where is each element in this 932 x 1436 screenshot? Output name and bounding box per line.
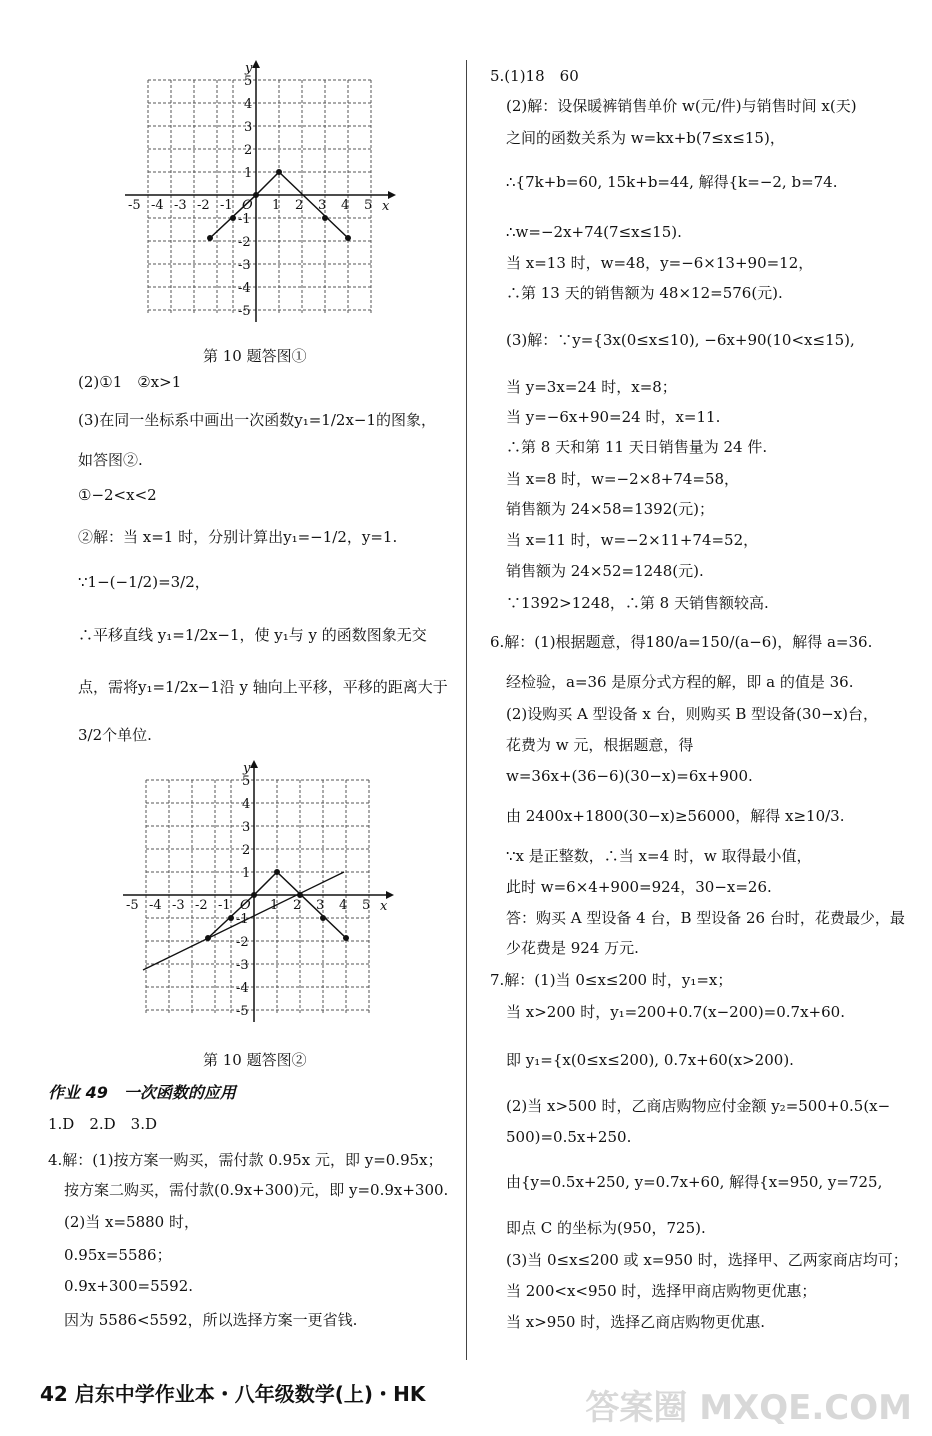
y-tick: 4 bbox=[244, 97, 253, 112]
text-line: 当 x>950 时，选择乙商店购物更优惠. bbox=[506, 1313, 765, 1331]
x-tick: 4 bbox=[339, 898, 348, 913]
page-footer: 42 启东中学作业本・八年级数学(上)・HK bbox=[40, 1382, 426, 1406]
point bbox=[228, 915, 234, 921]
axis-label-x: x bbox=[382, 199, 390, 214]
axis-label-x: x bbox=[380, 899, 388, 914]
point bbox=[320, 915, 326, 921]
text-line: 此时 w=6×4+900=924，30−x=26. bbox=[506, 878, 772, 896]
text-line: 答：购买 A 型设备 4 台，B 型设备 26 台时，花费最少，最 bbox=[506, 909, 905, 927]
text-line: ∴w=−2x+74(7≤x≤15). bbox=[506, 223, 682, 241]
text-line: 1.D 2.D 3.D bbox=[48, 1115, 158, 1133]
text-line: 花费为 w 元，根据题意，得 bbox=[506, 736, 694, 754]
x-tick: 4 bbox=[341, 198, 350, 213]
text-line: ∴第 8 天和第 11 天日销售量为 24 件. bbox=[506, 438, 768, 456]
x-axis-arrow-icon bbox=[388, 191, 396, 199]
origin-label: O bbox=[242, 198, 253, 213]
y-tick: -4 bbox=[236, 981, 249, 996]
section-title: 作业 49 一次函数的应用 bbox=[48, 1083, 236, 1102]
y-axis-arrow-icon bbox=[250, 760, 258, 768]
text-line: (2)①1 ②x>1 bbox=[78, 373, 182, 391]
text-line: 当 x=11 时，w=−2×11+74=52， bbox=[506, 531, 759, 549]
text-line: 由 2400x+1800(30−x)≥56000，解得 x≥10/3. bbox=[506, 807, 845, 825]
point bbox=[345, 235, 351, 241]
text-line: ∵1392>1248，∴第 8 天销售额较高. bbox=[506, 594, 769, 612]
text-line: 5.(1)18 60 bbox=[490, 67, 579, 85]
text-line: 当 y=−6x+90=24 时，x=11. bbox=[506, 408, 721, 426]
x-tick: -5 bbox=[126, 898, 139, 913]
text-line: 即点 C 的坐标为(950，725). bbox=[506, 1219, 706, 1237]
y-tick: 5 bbox=[244, 74, 253, 89]
column-divider bbox=[466, 60, 467, 1360]
y-tick: 3 bbox=[242, 820, 251, 835]
origin-label: O bbox=[240, 898, 251, 913]
text-line: 0.95x=5586； bbox=[64, 1246, 172, 1264]
y-tick: -2 bbox=[238, 235, 251, 250]
y-tick: 1 bbox=[244, 166, 253, 181]
text-line: 0.9x+300=5592. bbox=[64, 1277, 194, 1295]
figure-2-graph bbox=[118, 760, 398, 1030]
point bbox=[205, 935, 211, 941]
text-line: 当 y=3x=24 时，x=8； bbox=[506, 378, 677, 396]
text-line: 3/2个单位. bbox=[78, 726, 152, 744]
x-tick: -5 bbox=[128, 198, 141, 213]
point bbox=[230, 215, 236, 221]
x-tick: -4 bbox=[151, 198, 164, 213]
text-line: ①−2<x<2 bbox=[78, 486, 157, 504]
text-line: 6.解：(1)根据题意，得180/a=150/(a−6)，解得 a=36. bbox=[490, 633, 873, 651]
x-tick: 5 bbox=[362, 898, 371, 913]
y-tick: 2 bbox=[244, 143, 253, 158]
x-tick: -2 bbox=[195, 898, 208, 913]
y-tick: 2 bbox=[242, 843, 251, 858]
text-line: 如答图②. bbox=[78, 451, 143, 469]
text-line: ∵x 是正整数，∴当 x=4 时，w 取得最小值， bbox=[506, 847, 812, 865]
x-tick: 2 bbox=[293, 898, 302, 913]
x-tick: -2 bbox=[197, 198, 210, 213]
figure-1-graph bbox=[120, 60, 400, 330]
point bbox=[253, 192, 259, 198]
text-line: (2)当 x=5880 时， bbox=[64, 1213, 199, 1231]
text-line: (3)在同一坐标系中画出一次函数y₁=1/2x−1的图象， bbox=[78, 411, 437, 429]
text-line: (3)当 0≤x≤200 或 x=950 时，选择甲、乙两家商店均可； bbox=[506, 1251, 908, 1269]
text-line: 按方案二购买，需付款(0.9x+300)元，即 y=0.9x+300. bbox=[64, 1181, 449, 1199]
y-tick: -3 bbox=[238, 258, 251, 273]
x-tick: -3 bbox=[174, 198, 187, 213]
point bbox=[343, 935, 349, 941]
text-line: 点，需将y₁=1/2x−1沿 y 轴向上平移，平移的距离大于 bbox=[78, 678, 448, 696]
axis-label-y: y bbox=[243, 761, 251, 776]
figure-2-caption: 第 10 题答图② bbox=[203, 1051, 307, 1069]
text-line: 少花费是 924 万元. bbox=[506, 939, 639, 957]
y-tick: -3 bbox=[236, 958, 249, 973]
text-line: 由{y=0.5x+250, y=0.7x+60, 解得{x=950, y=725, bbox=[506, 1173, 883, 1191]
point bbox=[276, 169, 282, 175]
text-line: ∵1−(−1/2)=3/2， bbox=[78, 573, 210, 591]
y-axis-arrow-icon bbox=[252, 60, 260, 68]
y-tick: -2 bbox=[236, 935, 249, 950]
text-line: 经检验，a=36 是原分式方程的解，即 a 的值是 36. bbox=[506, 673, 854, 691]
text-line: w=36x+(36−6)(30−x)=6x+900. bbox=[506, 767, 753, 785]
text-line: 当 200<x<950 时，选择甲商店购物更优惠； bbox=[506, 1282, 817, 1300]
x-tick: 1 bbox=[272, 198, 281, 213]
axis-label-y: y bbox=[245, 61, 253, 76]
text-line: 当 x>200 时，y₁=200+0.7(x−200)=0.7x+60. bbox=[506, 1003, 845, 1021]
watermark: 答案圈 MXQE.COM bbox=[585, 1388, 912, 1428]
text-line: 500)=0.5x+250. bbox=[506, 1128, 632, 1146]
point bbox=[207, 235, 213, 241]
y-tick: 3 bbox=[244, 120, 253, 135]
y-tick: 1 bbox=[242, 866, 251, 881]
point bbox=[274, 869, 280, 875]
y-tick: -1 bbox=[238, 212, 251, 227]
point bbox=[251, 892, 257, 898]
x-tick: -1 bbox=[218, 898, 231, 913]
y-tick: -4 bbox=[238, 281, 251, 296]
x-tick: -3 bbox=[172, 898, 185, 913]
text-line: 之间的函数关系为 w=kx+b(7≤x≤15)， bbox=[506, 129, 785, 147]
x-tick: -1 bbox=[220, 198, 233, 213]
grid bbox=[146, 780, 369, 1013]
text-line: ②解：当 x=1 时，分别计算出y₁=−1/2，y=1. bbox=[78, 528, 398, 546]
text-line: 4.解：(1)按方案一购买，需付款 0.95x 元，即 y=0.95x； bbox=[48, 1151, 443, 1169]
text-line: 因为 5586<5592，所以选择方案一更省钱. bbox=[64, 1311, 358, 1329]
x-tick: 1 bbox=[270, 898, 279, 913]
x-axis-arrow-icon bbox=[386, 891, 394, 899]
y-tick: 4 bbox=[242, 797, 251, 812]
x-tick: -4 bbox=[149, 898, 162, 913]
text-line: 即 y₁={x(0≤x≤200), 0.7x+60(x>200). bbox=[506, 1051, 794, 1069]
text-line: ∴{7k+b=60, 15k+b=44, 解得{k=−2, b=74. bbox=[506, 173, 838, 191]
y-tick: 5 bbox=[242, 774, 251, 789]
text-line: (3)解：∵y={3x(0≤x≤10), −6x+90(10<x≤15), bbox=[506, 331, 855, 349]
x-tick: 5 bbox=[364, 198, 373, 213]
text-line: (2)当 x>500 时，乙商店购物应付金额 y₂=500+0.5(x− bbox=[506, 1097, 891, 1115]
text-line: ∴平移直线 y₁=1/2x−1，使 y₁与 y 的函数图象无交 bbox=[78, 626, 427, 644]
x-tick: 3 bbox=[316, 898, 325, 913]
text-line: ∴第 13 天的销售额为 48×12=576(元). bbox=[506, 284, 783, 302]
point bbox=[322, 215, 328, 221]
text-line: 当 x=13 时，w=48，y=−6×13+90=12， bbox=[506, 254, 814, 272]
text-line: (2)设购买 A 型设备 x 台，则购买 B 型设备(30−x)台， bbox=[506, 705, 878, 723]
text-line: (2)解：设保暖裤销售单价 w(元/件)与销售时间 x(天) bbox=[506, 97, 857, 115]
text-line: 销售额为 24×58=1392(元)； bbox=[506, 500, 714, 518]
y-tick: -5 bbox=[236, 1004, 249, 1019]
text-line: 当 x=8 时，w=−2×8+74=58， bbox=[506, 470, 740, 488]
y-tick: -5 bbox=[238, 304, 251, 319]
grid bbox=[148, 80, 371, 313]
text-line: 7.解：(1)当 0≤x≤200 时，y₁=x； bbox=[490, 971, 733, 989]
x-tick: 2 bbox=[295, 198, 304, 213]
x-tick: 3 bbox=[318, 198, 327, 213]
text-line: 销售额为 24×52=1248(元). bbox=[506, 562, 704, 580]
y-tick: -1 bbox=[236, 912, 249, 927]
figure-1-caption: 第 10 题答图① bbox=[203, 347, 307, 365]
